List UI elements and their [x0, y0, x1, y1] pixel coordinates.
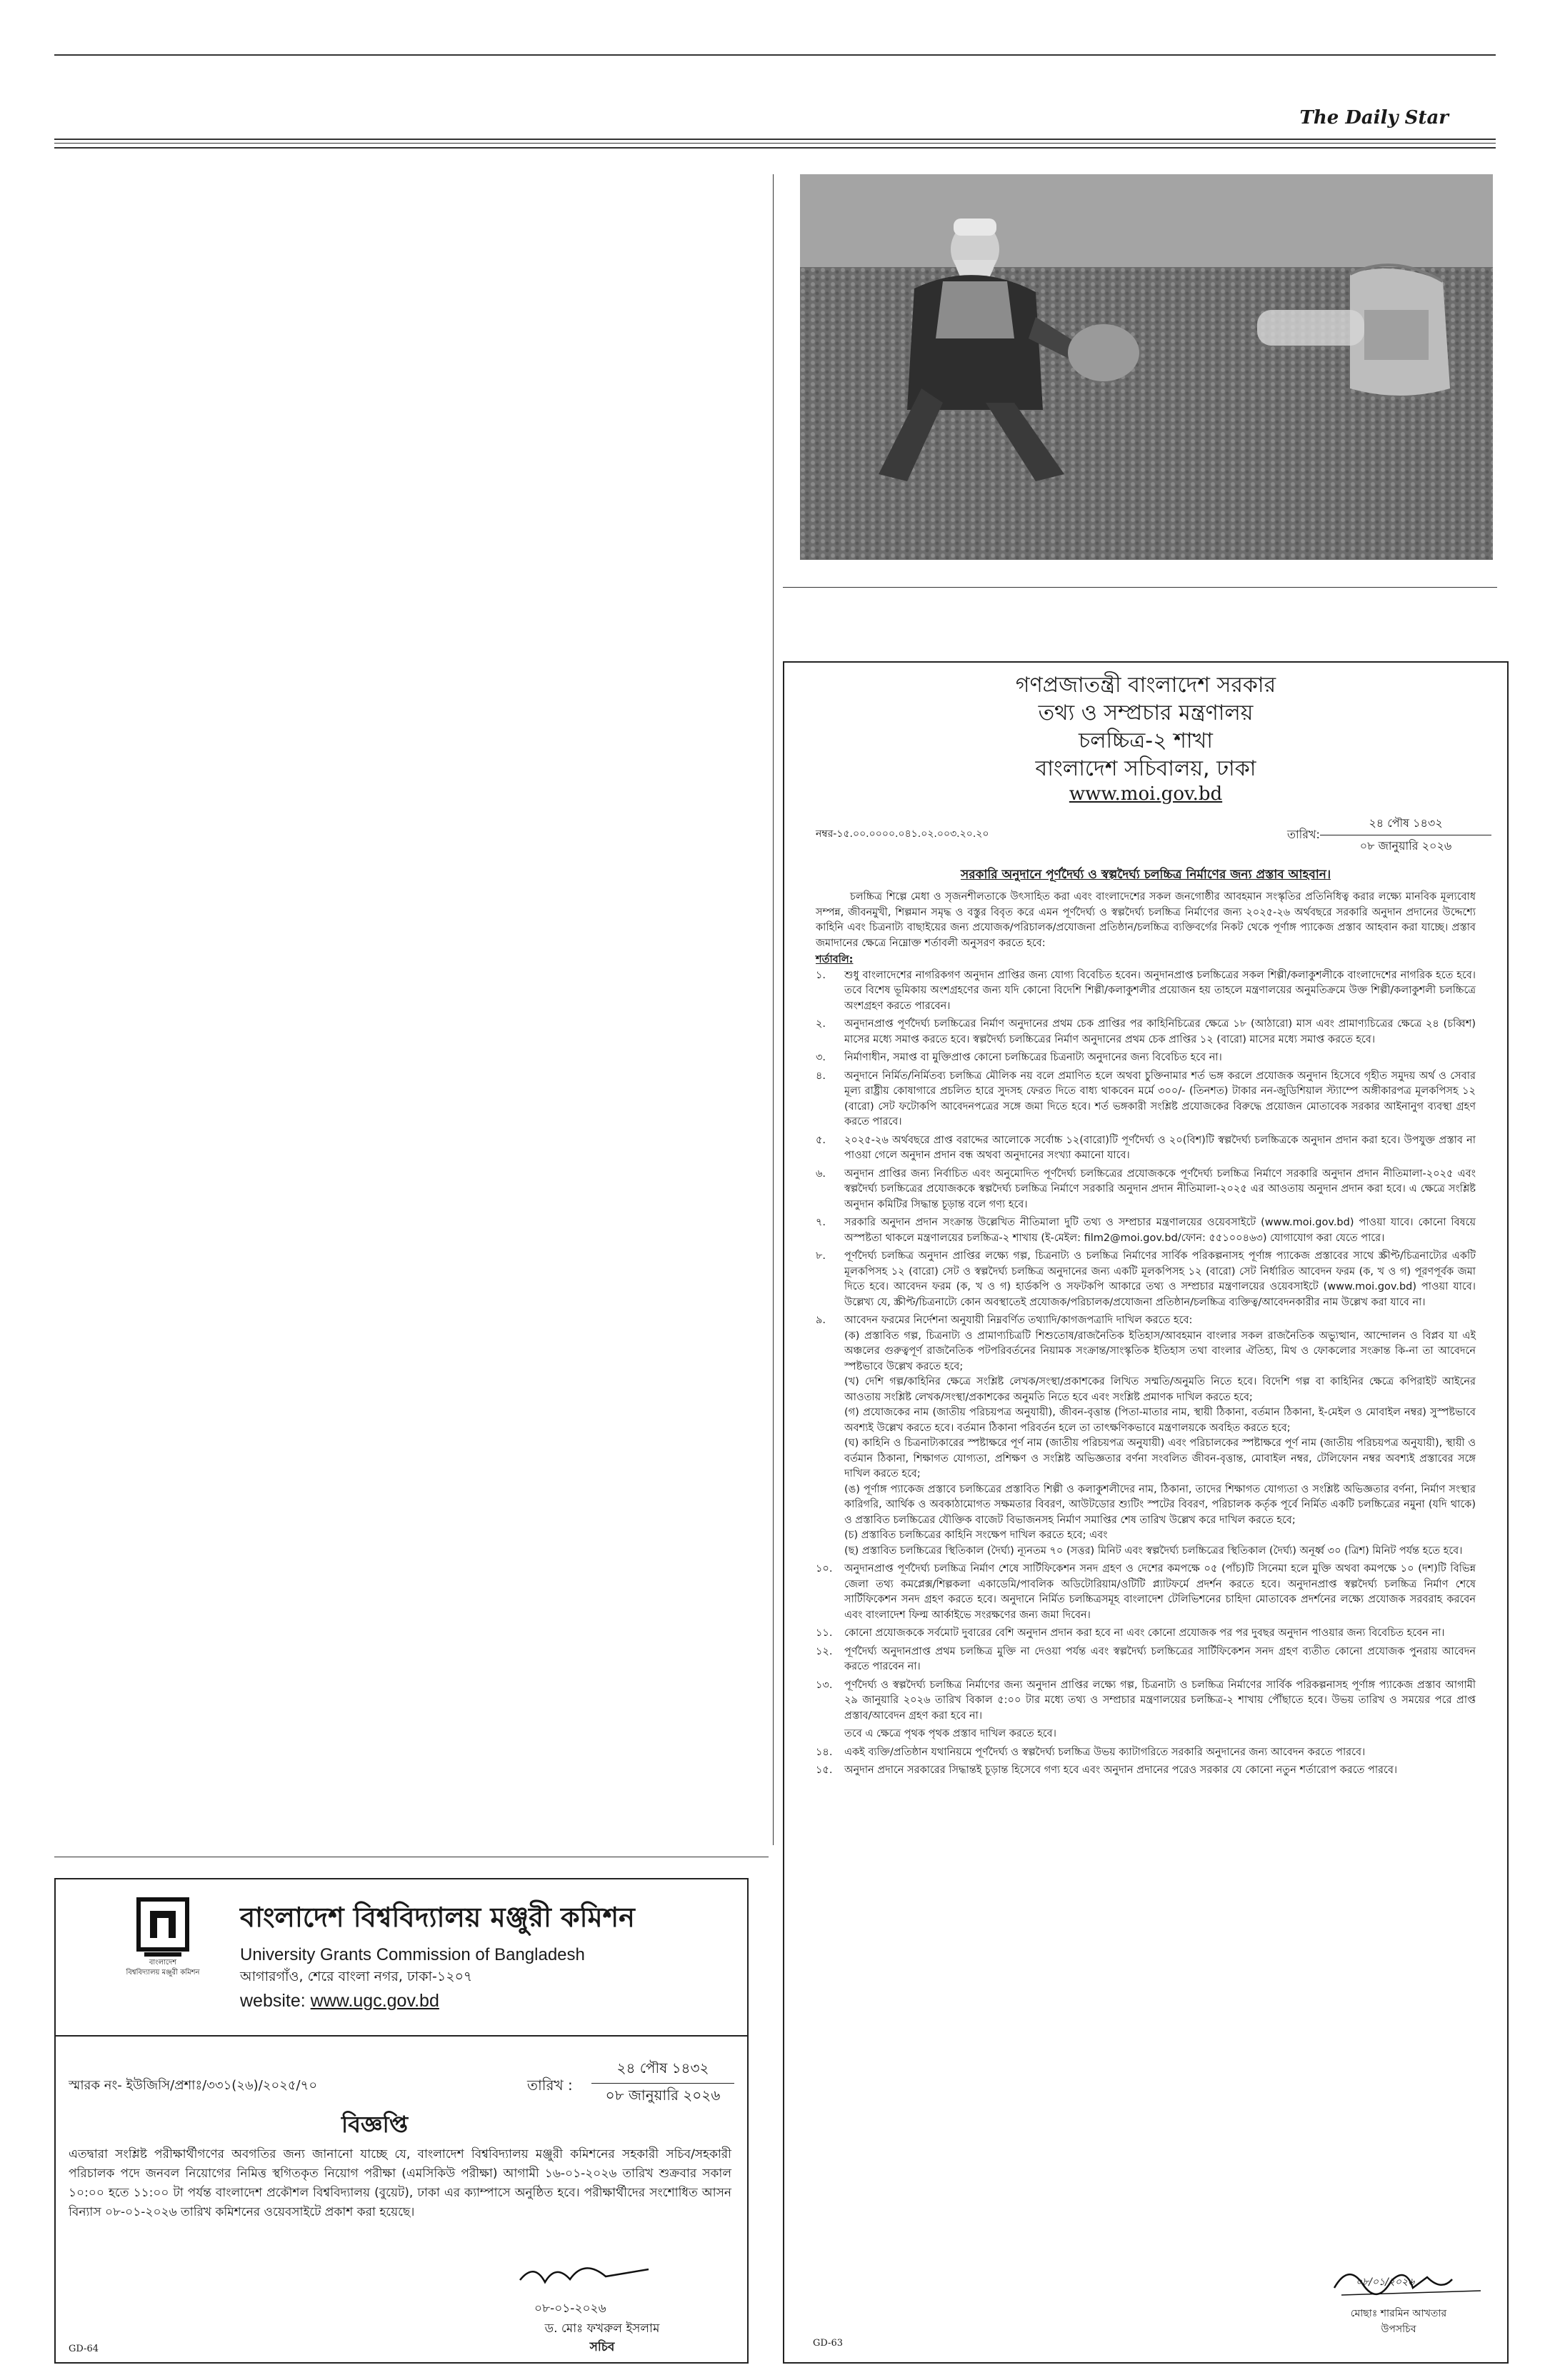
- moi-date-english: ০৮ জানুয়ারি ২০২৬: [1359, 839, 1452, 853]
- condition-item: [816, 968, 1476, 1015]
- moi-memo-number: নম্বর-১৫.০০.০০০০.০৪১.০২.০০৩.২০.২০: [816, 828, 989, 840]
- condition-number: ১.: [816, 969, 826, 981]
- condition-item: [816, 1745, 1476, 1761]
- ugc-signature-mark: [513, 2255, 656, 2298]
- condition-text: সরকারি অনুদান প্রদান সংক্রান্ত উল্লেখিত নীতিমালা দুটি তথ্য ও সম্প্রচার মন্ত্রণালয়ের ওয়েবসাইটে (www.moi.gov.bd) পাওয়া যাবে। কোনো বিষয়ে অস্পষ্টতা থাকলে মন্ত্রণালয়ের চলচ্চিত্র-২ শাখায় (ই-মেইল: film2@moi.gov.bd/ফোন: ৫৫১০০৪৬৩) যোগাযোগ করা যেতে পারে।: [844, 1217, 1476, 1244]
- ugc-date-bangla: ২৪ পৌষ ১৪৩২: [591, 2058, 734, 2084]
- ugc-logo-caption-2: বিশ্ববিদ্যালয় মঞ্জুরী কমিশন: [126, 1969, 200, 1977]
- ugc-logo: [120, 1897, 206, 1978]
- sub-condition: (গ) প্রযোজকের নাম (জাতীয় পরিচয়পত্র অনুযায়ী), জীবন-বৃত্তান্ত (পিতা-মাতার নাম, স্থায়ী ঠিকানা, বর্তমান ঠিকানা, ই-মেইল ও মোবাইল নম্বর) সুস্পষ্টভাবে অবশ্যই উল্লেখ করতে হবে। বর্তমান ঠিকানা পরিবর্তন হলে তা তাৎক্ষণিকভাবে মন্ত্রণালয়কে অবহিত করতে হবে;: [844, 1407, 1476, 1434]
- ugc-body: এতদ্বারা সংশ্লিষ্ট পরীক্ষার্থীগণের অবগতির জন্য জানানো যাচ্ছে যে, বাংলাদেশ বিশ্ববিদ্যালয় মঞ্জুরী কমিশনের সহকারী সচিব/সহকারী পরিচালক পদে জনবল নিয়োগের নিমিত্ত স্থগিতকৃত নিয়োগ পরীক্ষা (এমসিকিউ পরীক্ষা) আগামী ১৬-০১-২০২৬ তারিখ শুক্রবার সকাল ১০:০০ হতে ১১:০০ টা পর্যন্ত বাংলাদেশ প্রকৌশল বিশ্ববিদ্যালয় (বুয়েট), ঢাকা এর ক্যাম্পাসে অনুষ্ঠিত হবে। পরীক্ষার্থীদের সংশোধিত আসন বিন্যাস ০৮-০১-২০২৬ তারিখ কমিশনের ওয়েবসাইটে প্রকাশ করা হয়েছে।: [69, 2147, 731, 2219]
- condition-item: [816, 1678, 1476, 1724]
- condition-text: কোনো প্রযোজককে সর্বমোট দুবারের বেশি অনুদান প্রদান করা হবে না এবং কোনো প্রযোজক পর পর দুবছর অনুদান পাওয়ার জন্য বিবেচিত হবেন না।: [844, 1627, 1445, 1639]
- condition-number: ৭.: [816, 1217, 826, 1228]
- condition-number: ৯.: [816, 1315, 826, 1326]
- condition-text: একই ব্যক্তি/প্রতিষ্ঠান যথানিয়মে পূর্ণদৈর্ঘ্য ও স্বল্পদৈর্ঘ্য চলচ্চিত্র উভয় ক্যাটাগরিতে সরকারি অনুদানের জন্য আবেদন করতে পারবে।: [844, 1746, 1366, 1758]
- conditions-heading: শর্তাবলি:: [816, 954, 854, 965]
- secretariat-name: বাংলাদেশ সচিবালয়, ঢাকা: [1035, 756, 1256, 781]
- ugc-website-link[interactable]: www.ugc.gov.bd: [310, 1991, 439, 2011]
- condition-text: তবে এ ক্ষেত্রে পৃথক পৃথক প্রস্তাব দাখিল করতে হবে।: [844, 1728, 1056, 1739]
- ugc-date: [591, 2058, 734, 2109]
- photo-bottom-rule: [783, 587, 1497, 588]
- ugc-signature-date: ০৮-০১-২০২৬: [534, 2301, 606, 2316]
- condition-item: [816, 1645, 1476, 1675]
- condition-number: ১৫.: [816, 1764, 833, 1776]
- masthead: The Daily Star: [1299, 107, 1449, 129]
- condition-number: ১৪.: [816, 1746, 833, 1758]
- sub-condition: (ছ) প্রস্তাবিত চলচ্চিত্রের স্থিতিকাল (দৈর্ঘ্য) ন্যূনতম ৭০ (সত্তর) মিনিট এবং স্বল্পদৈর্ঘ্য চলচ্চিত্রের স্থিতিকাল (দৈর্ঘ্য) অনূর্ধ্ব ৩০ (ত্রিশ) মিনিট পর্যন্ত হতে হবে।: [844, 1545, 1463, 1557]
- ugc-signatory-title: সচিব: [589, 2340, 615, 2354]
- header-rule-thin: [54, 143, 1496, 144]
- ugc-logo-icon: [134, 1897, 191, 1958]
- condition-text: অনুদান প্রদানে সরকারের সিদ্ধান্তই চূড়ান্ত হিসেবে গণ্য হবে এবং অনুদান প্রদানের পরেও সরকার যে কোনো নতুন শর্তারোপ করতে পারবে।: [844, 1764, 1398, 1776]
- ugc-date-label: তারিখ :: [527, 2077, 573, 2094]
- moi-notice: [783, 661, 1509, 2364]
- condition-text: অনুদানে নির্মিত/নির্মিতব্য চলচ্চিত্র মৌলিক নয় বলে প্রমাণিত হলে অথবা চুক্তিনামার শর্ত ভঙ্গ করলে প্রযোজক অনুদান হিসেবে গৃহীত সমুদয় অর্থ ও সেবার মূল্য রাষ্ট্রীয় কোষাগারে প্রচলিত হারে সুদসহ ফেরত দিতে বাধ্য থাকবেন মর্মে ৩০০/- (তিনশত) টাকার নন-জুডিশিয়াল স্ট্যাম্পে অঙ্গীকারপত্র মূলকপিসহ ১২ (বারো) সেট ফটোকপি আবেদনপত্রের সঙ্গে জমা দিতে হবে। শর্ত ভঙ্গকারী সংশ্লিষ্ট প্রযোজকের বিরুদ্ধে প্রয়োজন মোতাবেক সরকার আইনানুগ ব্যবস্থা গ্রহণ করতে পারবে।: [844, 1070, 1476, 1128]
- condition-item: [816, 1249, 1476, 1310]
- moi-signatory-name: মোছাঃ শারমিন আখতার: [1350, 2308, 1447, 2319]
- condition-lead: আবেদন ফরমের নির্দেশনা অনুযায়ী নিম্নবর্ণিত তথ্যাদি/কাগজপত্রাদি দাখিল করতে হবে:: [844, 1315, 1193, 1326]
- ugc-date-english: ০৮ জানুয়ারি ২০২৬: [605, 2087, 721, 2104]
- ministry-name: তথ্য ও সম্প্রচার মন্ত্রণালয়: [1038, 701, 1254, 725]
- govt-name: গণপ্রজাতন্ত্রী বাংলাদেশ সরকার: [1015, 673, 1276, 698]
- sub-condition: (খ) দেশি গল্প/কাহিনির ক্ষেত্রে সংশ্লিষ্ট লেখক/সংস্থা/প্রকাশকের লিখিত সম্মতি/অনুমতি নিতে হবে। বিদেশি গল্প বা কাহিনির ক্ষেত্রে কপিরাইট আইনের আওতায় সংশ্লিষ্ট লেখক/সংস্থা/প্রকাশকের অনুমতি নিতে হবে এবং সংশ্লিষ্ট প্রমাণক দাখিল করতে হবে;: [844, 1376, 1476, 1403]
- branch-name: চলচ্চিত্র-২ শাখা: [1079, 728, 1213, 753]
- condition-item: [816, 1562, 1476, 1623]
- condition-number: ২.: [816, 1018, 826, 1030]
- condition-text: ২০২৫-২৬ অর্থবছরে প্রাপ্ত বরাদ্দের আলোকে সর্বোচ্চ ১২(বারো)টি পূর্ণদৈর্ঘ্য ও ২০(বিশ)টি স্বল্পদৈর্ঘ্য চলচ্চিত্রকে অনুদান প্রদান করা হবে। উপযুক্ত প্রস্তাব না পাওয়া গেলে অনুদান প্রদান বন্ধ অথবা অনুদানের সংখ্যা কমানো যাবে।: [844, 1134, 1476, 1161]
- moi-header: [784, 671, 1507, 807]
- ugc-ad-code: GD-64: [69, 2344, 99, 2354]
- ugc-memo: স্মারক নং- ইউজিসি/প্রশাঃ/৩৩১(২৬)/২০২৫/৭০: [69, 2078, 318, 2093]
- condition-item: [816, 1050, 1476, 1066]
- sub-condition: (ঘ) কাহিনি ও চিত্রনাট্যকারের স্পষ্টাক্ষরে পূর্ণ নাম (জাতীয় পরিচয়পত্র অনুযায়ী) এবং পরিচালকের স্পষ্টাক্ষরে পূর্ণ নাম (জাতীয় পরিচয়পত্র অনুযায়ী), স্থায়ী ও বর্তমান ঠিকানা, শিক্ষাগত যোগ্যতা, প্রশিক্ষণ ও সংশ্লিষ্ট অভিজ্ঞতার বর্ণনা সংবলিত জীবন-বৃত্তান্ত, মোবাইল নম্বর, টেলিফোন নম্বর অবশ্যই প্রস্তাবের সঙ্গে দাখিল করতে হবে;: [844, 1437, 1476, 1480]
- conditions-list: [816, 968, 1476, 1779]
- condition-number: ৬.: [816, 1168, 826, 1180]
- column-divider: [773, 174, 774, 1845]
- condition-number: ১০.: [816, 1563, 833, 1575]
- moi-website-link[interactable]: www.moi.gov.bd: [1069, 783, 1223, 805]
- condition-number: [816, 1727, 844, 1742]
- condition-item: [816, 1167, 1476, 1213]
- ugc-logo-caption-1: বাংলাদেশ: [149, 1959, 177, 1967]
- condition-number: ১২.: [816, 1645, 833, 1657]
- condition-number: ৮.: [816, 1250, 826, 1262]
- condition-number: ১৩.: [816, 1679, 833, 1691]
- condition-item: [816, 1133, 1476, 1164]
- sub-condition: (চ) প্রস্তাবিত চলচ্চিত্রের কাহিনি সংক্ষেপ দাখিল করতে হবে; এবং: [844, 1530, 1108, 1541]
- condition-text: অনুদানপ্রাপ্ত পূর্ণদৈর্ঘ্য চলচ্চিত্রের নির্মাণ অনুদানের প্রথম চেক প্রাপ্তির পর কাহিনিচিত্রের ক্ষেত্রে ১৮ (আঠারো) মাস এবং প্রামাণ্যচিত্রের ক্ষেত্রে ২৪ (চব্বিশ) মাসের মধ্যে সমাপ্ত করতে হবে। স্বল্পদৈর্ঘ্য চলচ্চিত্রের নির্মাণ অনুদানের প্রথম চেক প্রাপ্তির ১২ (বারো) মাসের মধ্যে সমাপ্ত করতে হবে।: [844, 1018, 1476, 1045]
- header-rule: [54, 139, 1496, 140]
- condition-text: অনুদানপ্রাপ্ত পূর্ণদৈর্ঘ্য চলচ্চিত্র নির্মাণ শেষে সার্টিফিকেশন সনদ গ্রহণ ও দেশের কমপক্ষে ০৫ (পাঁচ)টি সিনেমা হলে মুক্তি অথবা কমপক্ষে ১০ (দশ)টি বিভিন্ন জেলা তথ্য কমপ্লেক্স/শিল্পকলা একাডেমি/পাবলিক অডিটোরিয়াম/ওটিটি প্ল্যাটফর্মে প্রদর্শন করতে হবে। অনুদানপ্রাপ্ত স্বল্পদৈর্ঘ্য চলচ্চিত্র নির্মাণ শেষে সার্টিফিকেশন সনদ গ্রহণ করতে হবে। অনুদানে নির্মিত চলচ্চিত্রসমূহ বাংলাদেশ টেলিভিশনের চাহিদা মোতাবেক প্রদর্শনের লক্ষ্যে প্রযোজক সরবরাহ করবেন এবং বাংলাদেশ ফিল্ম আর্কাইভে সংরক্ষণের জন্য জমা দিবেন।: [844, 1563, 1476, 1621]
- moi-notice-body: [816, 890, 1476, 1782]
- condition-text: নির্মাণাধীন, সমাপ্ত বা মুক্তিপ্রাপ্ত কোনো চলচ্চিত্রের চিত্রনাট্য অনুদানের জন্য বিবেচিত হবে না।: [844, 1052, 1222, 1063]
- ugc-notice: [54, 1878, 749, 2364]
- ugc-header: [240, 1897, 740, 2012]
- condition-number: ১১.: [816, 1627, 833, 1639]
- condition-number: ৪.: [816, 1070, 826, 1082]
- condition-item: [816, 1727, 1476, 1742]
- moi-signatory-title: উপসচিব: [1381, 2324, 1416, 2335]
- moi-signature-date: ০৮/০১/২০২৬: [1356, 2276, 1415, 2288]
- condition-number: ৫.: [816, 1134, 826, 1146]
- ugc-signatory-name: ড. মোঃ ফখরুল ইসলাম: [544, 2321, 660, 2336]
- condition-text: পূর্ণদৈর্ঘ্য চলচ্চিত্র অনুদান প্রাপ্তির লক্ষ্যে গল্প, চিত্রনাট্য ও চলচ্চিত্র নির্মাণের সার্বিক পরিকল্পনাসহ পূর্ণাঙ্গ প্যাকেজ প্রস্তাবের সাথে স্ক্রীপ্ট/চিত্রনাট্যের একটি মূলকপিসহ ১২ (বারো) সেট ও স্বল্পদৈর্ঘ্য চলচ্চিত্র অনুদানের জন্য একটি মূলকপিসহ ১২ (বারো) সেট নির্ধারিত আবেদন ফরম (ক, খ ও গ) পূরণপূর্বক জমা দিতে হবে। আবেদন ফরম (ক, খ ও গ) হার্ডকপি ও সফটকপি আকারে তথ্য ও সম্প্রচার মন্ত্রণালয়ের ওয়েবসাইটে (www.moi.gov.bd) পাওয়া যাবে। উল্লেখ্য যে, স্ক্রীপ্ট/চিত্রনাট্যে কোন অবস্থাতেই প্রযোজক/পরিচালক/প্রযোজনা প্রতিষ্ঠান/চলচ্চিত্র ব্যক্তিত্ব/আবেদনকারীর নাম উল্লেখ করা যাবে না।: [844, 1250, 1476, 1308]
- condition-text: পূর্ণদৈর্ঘ্য অনুদানপ্রাপ্ত প্রথম চলচ্চিত্র মুক্তি না দেওয়া পর্যন্ত এবং স্বল্পদৈর্ঘ্য চলচ্চিত্রের সার্টিফিকেশন সনদ গ্রহণ ব্যতীত কোনো প্রযোজক পুনরায় আবেদন করতে পারবেন না।: [844, 1645, 1476, 1672]
- condition-number: ৩.: [816, 1052, 826, 1063]
- condition-item: [816, 1626, 1476, 1642]
- ugc-website-label: website:: [240, 1991, 306, 2011]
- moi-notice-title: সরকারি অনুদানে পূর্ণদৈর্ঘ্য ও স্বল্পদৈর্ঘ্য চলচ্চিত্র নির্মাণের জন্য প্রস্তাব আহবান।: [960, 868, 1331, 882]
- condition-text: পূর্ণদৈর্ঘ্য ও স্বল্পদৈর্ঘ্য চলচ্চিত্র নির্মাণের জন্য অনুদান প্রাপ্তির লক্ষ্যে গল্প, চিত্রনাট্য ও চলচ্চিত্র নির্মাণের সার্বিক পরিকল্পনাসহ পূর্ণাঙ্গ প্যাকেজ প্রস্তাব আগামী ২৯ জানুয়ারি ২০২৬ তারিখ বিকাল ৫:০০ টার মধ্যে তথ্য ও সম্প্রচার মন্ত্রণালয়ের চলচ্চিত্র-২ শাখায় পৌঁছাতে হবে। উভয় তারিখ ও সময়ের পরে প্রাপ্ত প্রস্তাব/আবেদন গ্রহণ করা হবে না।: [844, 1679, 1476, 1722]
- moi-date-label: তারিখ:: [1287, 828, 1320, 841]
- condition-item: [816, 1215, 1476, 1246]
- condition-text: অনুদান প্রাপ্তির জন্য নির্বাচিত এবং অনুমোদিত পূর্ণদৈর্ঘ্য চলচ্চিত্রের প্রযোজককে পূর্ণদৈর্ঘ্য চলচ্চিত্র নির্মাণে সরকারি অনুদান প্রদান নীতিমালা-২০২৫ এবং স্বল্পদৈর্ঘ্য চলচ্চিত্রের প্রযোজককে স্বল্পদৈর্ঘ্য চলচ্চিত্র নির্মাণে সরকারি অনুদান প্রদান নীতিমালা-২০২৫ এর আওতায় অনুদান প্রদান করা হবে। এ ক্ষেত্রে সংশ্লিষ্ট অনুদান কমিটির সিদ্ধান্ত চূড়ান্ত বলে গণ্য হবে।: [844, 1168, 1476, 1210]
- sub-condition: (ঙ) পূর্ণাঙ্গ প্যাকেজ প্রস্তাবে চলচ্চিত্রের প্রস্তাবিত শিল্পী ও কলাকুশলীদের নাম, ঠিকানা, তাদের শিক্ষাগত যোগ্যতা ও সংশ্লিষ্ট অভিজ্ঞতার বর্ণনা, নির্মাণ সংস্থার কারিগরি, আর্থিক ও অবকাঠামোগত সক্ষমতার বিবরণ, আউটডোর শ্যুটিং স্পটের বিবরণ, পরিচালক কর্তৃক পূর্বে নির্মিত একটি চলচ্চিত্রের নমুনা (যদি থাকে) ও প্রস্তাবিত চলচ্চিত্রের যৌক্তিক বাজেট বিভাজনসহ নির্মাণ সমাপ্তির শেষ তারিখ উল্লেখ করে দাখিল করতে হবে;: [844, 1483, 1476, 1526]
- moi-date-bangla: ২৪ পৌষ ১৪৩২: [1320, 814, 1491, 835]
- news-photo: [800, 174, 1493, 560]
- ugc-title: বাংলাদেশ বিশ্ববিদ্যালয় মঞ্জুরী কমিশন: [240, 1902, 635, 1933]
- condition-item: [816, 1017, 1476, 1048]
- moi-intro: চলচ্চিত্র শিল্পে মেধা ও সৃজনশীলতাকে উৎসাহিত করা এবং বাংলাদেশের সকল জনগোষ্ঠীর আবহমান সংস্কৃতির প্রতিনিধিত্ব করার লক্ষ্যে মানবিক মূল্যবোধ সম্পন্ন, জীবনমুখী, শিল্পমান সমৃদ্ধ ও বস্তুর বিবৃত করে এমন পূর্ণদৈর্ঘ্য ও স্বল্পদৈর্ঘ্য চলচ্চিত্র নির্মাণের জন্য ২০২৫-২৬ অর্থবছরে সরকারি অনুদান প্রদানের উদ্দেশ্যে কাহিনি এবং চিত্রনাট্য বাছাইয়ের জন্য প্রযোজক/পরিচালক/প্রযোজনা প্রতিষ্ঠান/চলচ্চিত্র ব্যক্তিবর্গের নিকট থেকে পূর্ণাঙ্গ প্যাকেজ প্রস্তাব আহবান করা যাচ্ছে। প্রস্তাব জমাদানের ক্ষেত্রে নিম্নোক্ত শর্তাবলী অনুসরণ করতে হবে:: [816, 891, 1476, 949]
- moi-date: [1287, 814, 1491, 856]
- condition-item: [816, 1069, 1476, 1130]
- condition-text: শুধু বাংলাদেশের নাগরিকগণ অনুদান প্রাপ্তির জন্য যোগ্য বিবেচিত হবেন। অনুদানপ্রাপ্ত চলচ্চিত্রের সকল শিল্পী/কলাকুশলীকে বাংলাদেশের নাগরিক হতে হবে। তবে বিশেষ ভূমিকায় অংশগ্রহণের জন্য যদি কোনো বিদেশি শিল্পী/কলাকুশলীর প্রয়োজন হয় তাহলে মন্ত্রণালয়ের অনুমতিক্রমে উক্ত শিল্পী/কলাকুশলী চলচ্চিত্রে অংশগ্রহণ করতে পারবেন।: [844, 969, 1476, 1012]
- moi-ad-code: GD-63: [813, 2338, 843, 2349]
- top-rule: [54, 54, 1496, 56]
- ugc-address: আগারগাঁও, শেরে বাংলা নগর, ঢাকা-১২০৭: [240, 1969, 473, 1984]
- sub-condition: (ক) প্রস্তাবিত গল্প, চিত্রনাট্য ও প্রামাণ্যচিত্রটি শিশুতোষ/রাজনৈতিক ইতিহাস/আবহমান বাংলার সকল রাজনৈতিক অভ্যুত্থান, আন্দোলন ও বিপ্লব যা এই অঞ্চলের গুরুত্বপূর্ণ রাজনৈতিক পটপরিবর্তনের নিয়ামক সংক্রান্ত/সাংস্কৃতিক ইতিহাস তথা বাংলার ঐতিহ্য, মিথ ও ফোকলোর সংক্রান্ত কি-না তা আবেদনে স্পষ্টভাবে উল্লেখ করতে হবে;: [844, 1330, 1476, 1372]
- ugc-heading: বিজ্ঞপ্তি: [341, 2111, 409, 2138]
- header-rule-2: [54, 147, 1496, 149]
- condition-item: [816, 1313, 1476, 1559]
- condition-text: [844, 1313, 1476, 1559]
- ugc-rule: [56, 2035, 747, 2037]
- condition-item: [816, 1763, 1476, 1779]
- ugc-title-english: University Grants Commission of Bangladesh: [240, 1945, 585, 1964]
